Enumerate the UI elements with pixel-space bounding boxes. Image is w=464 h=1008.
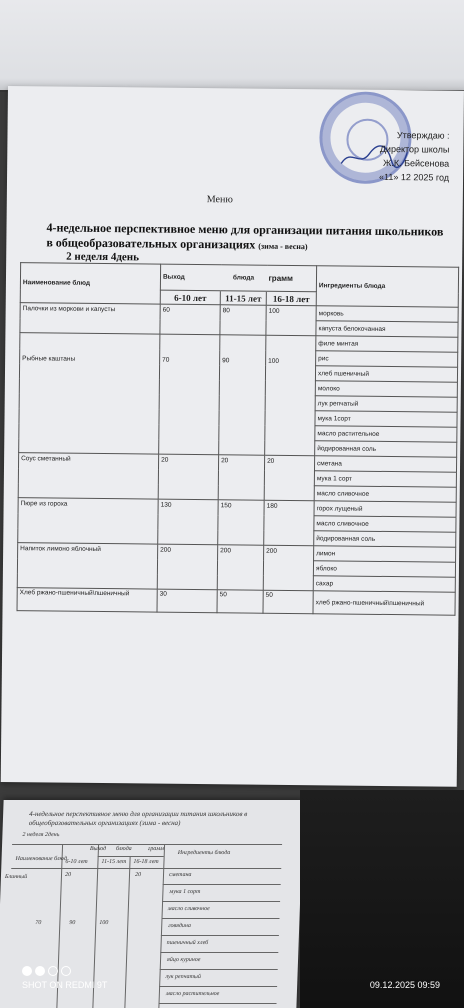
second-col-dish: блюда bbox=[115, 846, 132, 852]
col-ingredients-header: Ингредиенты блюда bbox=[316, 266, 458, 307]
second-row2-c: 100 bbox=[99, 920, 109, 926]
ingredient-cell: горох лущеный bbox=[314, 501, 456, 517]
output-6-10: 60 bbox=[160, 304, 220, 335]
second-ingredient-divider bbox=[159, 986, 277, 987]
output-16-18: 50 bbox=[263, 590, 313, 614]
table-row bbox=[20, 303, 458, 323]
dish-name: Палочки из моркови и капусты bbox=[20, 303, 160, 334]
age-header-11-15: 11-15 лет bbox=[220, 291, 266, 305]
camera-dot bbox=[48, 966, 58, 976]
week-label: 2 неделя 4день bbox=[66, 250, 140, 264]
camera-dots bbox=[22, 963, 74, 981]
output-6-10: 20 bbox=[158, 454, 218, 500]
second-sheet-week: 2 неделя 2день bbox=[22, 832, 60, 838]
dish-name: Рыбные каштаны bbox=[19, 333, 160, 454]
table-row bbox=[19, 453, 457, 473]
second-ingredient: яйцо куриное bbox=[166, 957, 201, 963]
second-grid-top bbox=[12, 844, 282, 845]
second-ingredient: масло растительное bbox=[165, 991, 220, 997]
ingredient-cell: йодированная соль bbox=[315, 441, 457, 457]
output-16-18: 180 bbox=[264, 500, 314, 546]
camera-dot bbox=[35, 966, 45, 976]
dish-name: Соус сметанный bbox=[18, 453, 158, 499]
dark-background bbox=[300, 790, 464, 1008]
second-row2-a: 70 bbox=[35, 920, 42, 926]
second-ingredient: лук репчатый bbox=[165, 974, 201, 980]
second-ingredient-divider bbox=[162, 901, 280, 902]
menu-sheet bbox=[1, 86, 464, 787]
table-row bbox=[18, 543, 456, 563]
second-age3: 16-18 лет bbox=[133, 859, 159, 865]
ingredient-cell: хлеб пшеничный bbox=[315, 366, 457, 382]
ingredient-cell: мука 1 сорт bbox=[314, 471, 456, 487]
col-dish-header: блюда bbox=[220, 265, 266, 291]
second-col-gram: грамм bbox=[147, 846, 165, 852]
dish-name: Хлеб ржано-пшеничный\пшеничный bbox=[17, 588, 157, 612]
table-row bbox=[20, 333, 458, 353]
ingredient-cell: рис bbox=[316, 351, 458, 367]
output-6-10: 200 bbox=[157, 544, 217, 590]
output-11-15: 20 bbox=[218, 455, 264, 500]
output-11-15: 150 bbox=[218, 500, 264, 545]
wall-background bbox=[0, 0, 464, 90]
ingredient-cell: масло сливочное bbox=[314, 486, 456, 502]
second-row1-name: Блинный bbox=[4, 874, 28, 880]
approval-line3: Ж.К. Бейсенова bbox=[382, 157, 450, 169]
ingredient-cell: лимон bbox=[314, 546, 456, 562]
approval-date: «11» 12 2025 год bbox=[378, 171, 450, 183]
menu-body bbox=[17, 303, 458, 616]
second-ingredient-divider bbox=[160, 952, 278, 953]
second-ingredient-divider bbox=[161, 935, 279, 936]
output-11-15: 200 bbox=[217, 545, 263, 590]
camera-dot bbox=[61, 966, 71, 976]
ingredient-cell: масло растительное bbox=[315, 426, 457, 442]
age-header-16-18: 16-18 лет bbox=[266, 291, 316, 306]
output-16-18: 200 bbox=[263, 545, 313, 591]
approval-block bbox=[297, 127, 458, 185]
ingredient-cell: молоко bbox=[315, 381, 457, 397]
output-11-15: 50 bbox=[217, 590, 263, 613]
approval-line1: Утверждаю : bbox=[396, 130, 450, 141]
output-6-10: 30 bbox=[157, 589, 217, 613]
ingredient-cell: лук репчатый bbox=[315, 396, 457, 412]
dish-name: Пюре из гороха bbox=[18, 498, 158, 544]
ingredient-cell: капуста белокочанная bbox=[316, 321, 458, 337]
output-6-10: 130 bbox=[158, 499, 218, 545]
second-col-output: Выход bbox=[89, 846, 107, 852]
second-age1: 6-10 лет bbox=[65, 859, 88, 865]
output-11-15: 80 bbox=[220, 305, 266, 335]
second-grid-subheader bbox=[98, 856, 164, 857]
menu-label: Меню bbox=[206, 194, 233, 206]
second-ingredient: мука 1 сорт bbox=[169, 889, 201, 895]
second-ingredient-divider bbox=[160, 969, 278, 970]
age-header-6-10: 6-10 лет bbox=[160, 290, 220, 305]
second-ingredient-divider bbox=[159, 1003, 277, 1004]
ingredient-cell: филе минтая bbox=[316, 336, 458, 352]
approval-line2: Директор школы bbox=[379, 143, 450, 155]
output-11-15: 90 bbox=[219, 335, 266, 455]
title-main: 4-недельное перспективное меню для организации питания школьников в общеобразовательных организациях bbox=[46, 220, 444, 252]
ingredient-cell: йодированная соль bbox=[314, 531, 456, 547]
output-16-18: 100 bbox=[266, 305, 316, 336]
second-grid-header-bottom bbox=[11, 868, 281, 869]
ingredient-cell: сахар bbox=[313, 576, 455, 592]
dish-name: Напиток лимоно яблочный bbox=[17, 543, 157, 589]
camera-dot bbox=[22, 966, 32, 976]
camera-watermark: SHOT ON REDMI 9T bbox=[22, 980, 108, 990]
second-row1-c: 20 bbox=[134, 872, 142, 878]
second-grid-v3 bbox=[124, 856, 130, 1008]
ingredient-cell: сметана bbox=[314, 456, 456, 472]
ingredient-cell: морковь bbox=[316, 306, 458, 322]
ingredient-cell: мука 1сорт bbox=[315, 411, 457, 427]
second-ingredient-divider bbox=[163, 884, 281, 885]
col-name-header: Наименование блюд bbox=[20, 263, 160, 304]
second-row1-a: 20 bbox=[64, 872, 72, 878]
table-row bbox=[18, 498, 456, 518]
second-row2-b: 90 bbox=[69, 920, 76, 926]
ingredient-cell: хлеб ржано-пшеничный\пшеничный bbox=[313, 591, 455, 615]
second-ingredient: говядина bbox=[168, 923, 192, 929]
output-16-18: 100 bbox=[265, 335, 316, 456]
second-col-ingredients: Ингредиенты блюда bbox=[177, 850, 231, 856]
title-season: (зима - весна) bbox=[258, 241, 308, 252]
output-16-18: 20 bbox=[264, 455, 314, 501]
ingredient-cell: яблоко bbox=[313, 561, 455, 577]
menu-table bbox=[17, 262, 460, 616]
second-ingredient: масло сливочное bbox=[167, 906, 210, 912]
timestamp-watermark: 09.12.2025 09:59 bbox=[369, 980, 440, 990]
second-sheet-title: 4-недельное перспективное меню для организации питания школьников в общеобразовательных организациях (зима - весна) bbox=[28, 810, 248, 827]
table-row bbox=[17, 588, 455, 616]
output-6-10: 70 bbox=[159, 334, 220, 455]
second-ingredient: сметана bbox=[168, 872, 192, 878]
col-gram-header: грамм bbox=[266, 265, 316, 292]
second-col-name: Наименование блюд bbox=[15, 856, 67, 862]
col-output-header: Выход bbox=[160, 264, 220, 291]
second-ingredient-divider bbox=[161, 918, 279, 919]
second-ingredient: пшеничный хлеб bbox=[166, 940, 209, 946]
second-age2: 11-15 лет bbox=[101, 859, 127, 865]
ingredient-cell: масло сливочное bbox=[314, 516, 456, 532]
